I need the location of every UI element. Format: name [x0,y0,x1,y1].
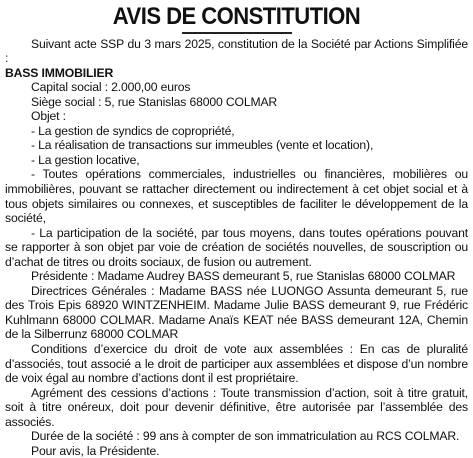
objet-item-1: - La gestion de syndics de copropriété, [5,124,468,139]
presidente-paragraph: Présidente : Madame Audrey BASS demeurant 5, rue Stanislas 68000 COLMAR [5,269,468,284]
objet-item-3: - La gestion locative, [5,153,468,168]
agrement-paragraph: Agrément des cessions d’actions : Toute transmission d’action, soit à titre gratuit, soit à titre onéreux, doit pour devenir définitive, être autorisée par l’assemblée des associés. [5,386,468,430]
objet-item-2: - La réalisation de transactions sur immeubles (vente et location), [5,138,468,153]
company-name: BASS IMMOBILIER [5,66,468,81]
conditions-paragraph: Conditions d’exercice du droit de vote aux assemblées : En cas de pluralité d’associés, tout associé a le droit de participer aux assemblées et dispose d’un nombre de voix égal au nombre d’actions dont il est propriétaire. [5,342,468,386]
siege-paragraph: Siège social : 5, rue Stanislas 68000 COLMAR [5,95,468,110]
notice-body [5,37,468,458]
title-underline [182,32,292,34]
directrices-paragraph: Directrices Générales : Madame BASS née LUONGO Assunta demeurant 5, rue des Trois Epis 68920 WINTZENHEIM. Madame Julie BASS demeurant 9, rue Frédéric Kuhlmann 68000 COLMAR. Madame Anaïs KEAT née BASS demeurant 12A, Chemin de la Silberrunz 68000 COLMAR [5,284,468,342]
notice-title: AVIS DE CONSTITUTION [24,3,450,31]
capital-paragraph: Capital social : 2.000,00 euros [5,80,468,95]
objet-label: Objet : [5,109,468,124]
objet-item-5: - La participation de la société, par tous moyens, dans toutes opérations pouvant se rapporter à son objet par voie de création de sociétés nouvelles, de souscription ou d’achat de titres ou droits sociaux, de fusion ou autrement. [5,226,468,270]
duree-paragraph: Durée de la société : 99 ans à compter de son immatriculation au RCS COLMAR. [5,429,468,444]
objet-item-4: - Toutes opérations commerciales, industrielles ou financières, mobilières ou immobilières, pouvant se rattacher directement ou indirectement à cet objet social et à tous objets similaires ou connexes, et susceptibles de faciliter le développement de la société, [5,167,468,225]
intro-paragraph: Suivant acte SSP du 3 mars 2025, constitution de la Société par Actions Simplifiée : [5,37,468,66]
signature: Pour avis, la Présidente. [5,444,468,458]
